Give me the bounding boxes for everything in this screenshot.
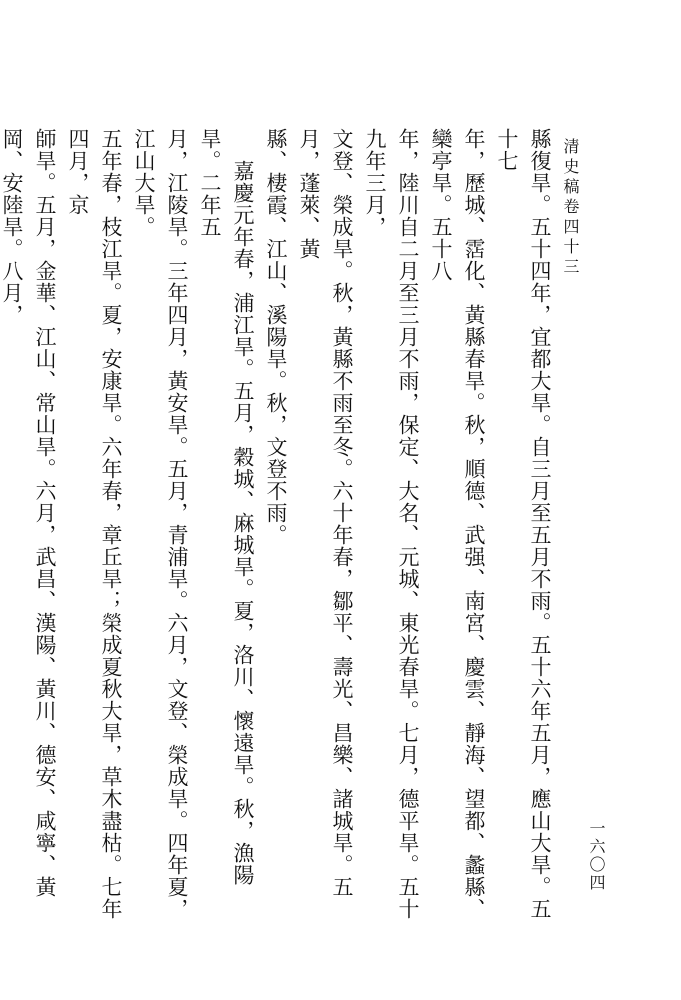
paragraph-jiaqing: 嘉慶元年春，浦江旱。五月，穀城、麻城旱。夏，洛川、懷遠旱。秋，漁陽旱。二年五 月，江陵旱。三年四月，黃安旱。五月，青浦旱。六月，文登、榮成旱。四年夏，江山大旱。 五年春，枝江旱。夏，安康旱。六年春，章丘旱；榮成夏秋大旱，草木盡枯。七年四月，京 師旱。五月，金華、江山、常山旱。六月，武昌、漢陽、黃川、德安、咸寧、黃岡、安陸旱。八月， xyxy=(0,128,255,920)
page-number: 一六〇四 xyxy=(587,820,606,892)
running-title: 清史稿卷四十三 xyxy=(561,138,580,278)
main-text xyxy=(0,128,556,928)
paragraph-qianlong: 縣復旱。五十四年，宜都大旱。自三月至五月不雨。五十六年五月，應山大旱。五十七 年，歷城、霑化、黃縣春旱。秋，順德、武强、南宮、慶雲、靜海、望都、蠡縣、欒亭旱。五十八 年，陸川自二月至三月不雨，保定、大名、元城、東光春旱。七月，德平旱。五十九年三月， 文登、榮成旱。秋，黃縣不雨至冬。六十年春，鄒平、壽光、昌樂、諸城旱。五月，蓬萊、黃 縣、棲霞、江山、溪陽旱。秋，文登不雨。 xyxy=(264,128,552,920)
